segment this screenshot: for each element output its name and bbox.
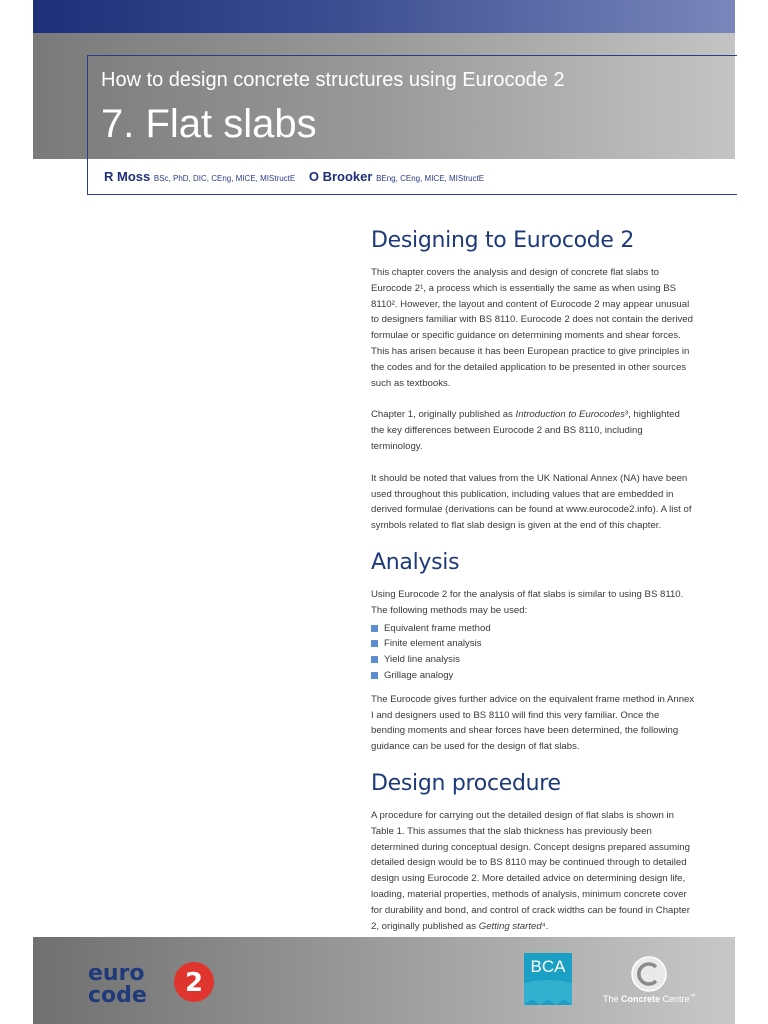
series-title: How to design concrete structures using Eurocode 2 bbox=[101, 69, 565, 91]
cc-suffix: Centre bbox=[660, 994, 690, 1004]
list-item: Grillage analogy bbox=[371, 668, 695, 684]
list-item: Finite element analysis bbox=[371, 636, 695, 652]
analysis-intro: Using Eurocode 2 for the analysis of flat slabs is similar to using BS 8110. The following methods may be used: bbox=[371, 588, 684, 616]
section-heading-procedure: Design procedure bbox=[371, 770, 561, 796]
section-heading-designing: Designing to Eurocode 2 bbox=[371, 228, 635, 253]
list-item: Yield line analysis bbox=[371, 652, 695, 668]
designing-paragraph-3: It should be noted that values from the UK National Annex (NA) have been used throughout this publication, including values that are embedded in derived formulae (derivations can be found at www.eurocode2.info). A list of symbols related to flat slab design is given at the end of this chapter. bbox=[371, 472, 692, 532]
concrete-centre-name bbox=[603, 994, 696, 1004]
logo-number: 2 bbox=[184, 968, 204, 998]
cc-prefix: The bbox=[603, 994, 622, 1004]
chapter-title: 7. Flat slabs bbox=[101, 102, 317, 146]
section-heading-analysis: Analysis bbox=[371, 549, 460, 575]
list-item: Equivalent frame method bbox=[371, 621, 695, 637]
eurocode2-logo bbox=[88, 960, 218, 1006]
author-quals-1: BSc, PhD, DIC, CEng, MICE, MIStructE bbox=[153, 174, 296, 183]
main-column bbox=[371, 228, 695, 950]
top-color-bar bbox=[33, 0, 735, 33]
designing-p2-italic: Introduction to Eurocodes bbox=[515, 409, 625, 421]
bca-label: BCA bbox=[530, 957, 566, 976]
procedure-p1-text-end: ⁴. bbox=[541, 920, 549, 932]
analysis-paragraph-2: The Eurocode gives further advice on the equivalent frame method in Annex I and designers used to BS 8110 will find this very familiar. Once the bending moments and shear forces have been determined, the following guidance can be used for the design of flat slabs. bbox=[371, 693, 695, 753]
cc-bold: Concrete bbox=[621, 994, 661, 1004]
designing-p2-text-end: ³, highlighted the key differences between Eurocode 2 and BS 8110, including terminology. bbox=[371, 409, 680, 452]
author-quals-2: BEng, CEng, MICE, MIStructE bbox=[376, 174, 485, 183]
logo-word-euro: euro bbox=[88, 961, 145, 986]
designing-paragraph-1: This chapter covers the analysis and design of concrete flat slabs to Eurocode 2¹, a process which is essentially the same as when using BS 8110². However, the layout and content of Eurocode 2 may appear unusual to designers familiar with BS 8110. Eurocode 2 does not contain the derived formulae or specific guidance on determining moments and shear forces. This has arisen because it has been European practice to give principles in the codes and for the detailed application to be presented in other sources such as textbooks. bbox=[371, 267, 693, 389]
procedure-p1-text: A procedure for carrying out the detailed design of flat slabs is shown in Table 1. This assumes that the slab thickness has previously been determined during conceptual design. Concept designs prepared assuming detailed design would be to BS 8110 may be continued through to detailed design using Eurocode 2. More detailed advice on determining design life, loading, material properties, methods of analysis, minimum concrete cover for durability and bond, and control of crack widths can be found in Chapter 2, originally published as bbox=[371, 809, 690, 932]
procedure-paragraph-1 bbox=[371, 808, 695, 934]
bca-wave bbox=[524, 953, 572, 1005]
bca-logo bbox=[524, 953, 572, 1005]
concrete-centre-icon bbox=[630, 955, 668, 993]
author-name-1: R Moss bbox=[104, 169, 151, 184]
logo-word-code: code bbox=[88, 983, 147, 1006]
cc-trademark: ™ bbox=[689, 994, 696, 1000]
procedure-p1-italic: Getting started bbox=[478, 920, 542, 932]
author-line bbox=[104, 169, 494, 184]
designing-p2-text: Chapter 1, originally published as bbox=[371, 409, 516, 421]
analysis-methods-list bbox=[371, 621, 695, 684]
designing-paragraph-2 bbox=[371, 407, 695, 454]
author-name-2: O Brooker bbox=[308, 169, 373, 184]
